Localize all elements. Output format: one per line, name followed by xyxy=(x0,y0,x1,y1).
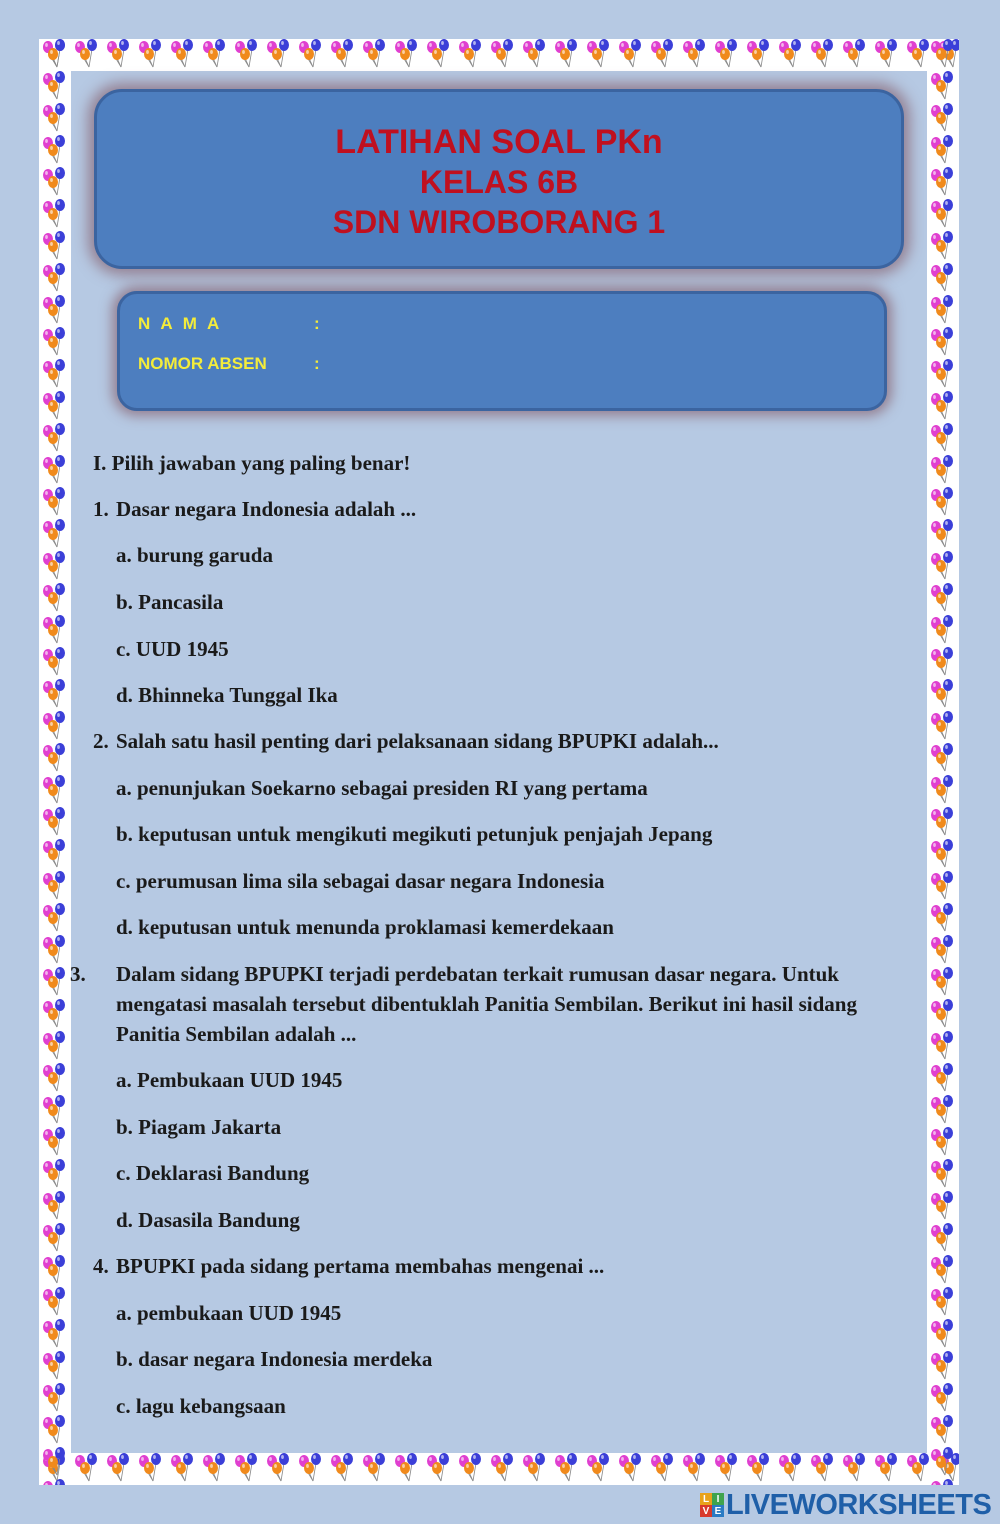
balloon-icon xyxy=(39,391,71,423)
balloon-icon xyxy=(927,423,959,455)
balloon-icon xyxy=(807,1453,839,1485)
balloon-icon xyxy=(295,39,327,71)
balloon-border-left xyxy=(39,39,71,1485)
balloon-icon xyxy=(927,1159,959,1191)
balloon-icon xyxy=(391,39,423,71)
question-number: 2. xyxy=(93,729,109,753)
balloon-icon xyxy=(359,1453,391,1485)
balloon-icon xyxy=(615,39,647,71)
balloon-icon xyxy=(615,1453,647,1485)
balloon-icon xyxy=(487,1453,519,1485)
option-1b[interactable]: b. Pancasila xyxy=(116,590,224,614)
balloon-icon xyxy=(39,967,71,999)
balloon-icon xyxy=(927,1223,959,1255)
balloon-icon xyxy=(927,743,959,775)
worksheet-paper xyxy=(71,71,927,1453)
balloon-icon xyxy=(927,999,959,1031)
title-line-1: LATIHAN SOAL PKn xyxy=(335,123,663,161)
balloon-icon xyxy=(39,1383,71,1415)
balloon-icon xyxy=(39,39,71,71)
option-1c[interactable]: c. UUD 1945 xyxy=(116,637,229,661)
balloon-icon xyxy=(39,423,71,455)
balloon-icon xyxy=(135,1453,167,1485)
balloon-icon xyxy=(775,39,807,71)
name-label: N A M A xyxy=(138,314,223,333)
balloon-icon xyxy=(39,775,71,807)
balloon-icon xyxy=(231,1453,263,1485)
logo-mark-letter: V xyxy=(700,1505,712,1517)
balloon-icon xyxy=(743,1453,775,1485)
option-2d[interactable]: d. keputusan untuk menunda proklamasi kemerdekaan xyxy=(116,915,614,939)
balloon-icon xyxy=(775,1453,807,1485)
balloon-icon xyxy=(927,167,959,199)
balloon-icon xyxy=(39,1415,71,1447)
option-3d[interactable]: d. Dasasila Bandung xyxy=(116,1208,300,1232)
balloon-icon xyxy=(927,295,959,327)
question-text: Dasar negara Indonesia adalah ... xyxy=(116,497,417,521)
balloon-icon xyxy=(327,39,359,71)
balloon-icon xyxy=(927,455,959,487)
balloon-icon xyxy=(199,39,231,71)
balloon-icon xyxy=(927,135,959,167)
logo-text: LIVEWORKSHEETS xyxy=(726,1488,992,1521)
option-1d[interactable]: d. Bhinneka Tunggal Ika xyxy=(116,683,338,707)
balloon-icon xyxy=(455,39,487,71)
balloon-icon xyxy=(71,39,103,71)
balloon-icon xyxy=(39,743,71,775)
balloon-border-top xyxy=(39,39,959,71)
balloon-icon xyxy=(927,1095,959,1127)
balloon-icon xyxy=(39,935,71,967)
balloon-border-bottom xyxy=(39,1453,959,1485)
balloon-icon xyxy=(39,103,71,135)
balloon-icon xyxy=(39,551,71,583)
balloon-icon xyxy=(927,871,959,903)
balloon-icon xyxy=(39,327,71,359)
balloon-icon xyxy=(71,1453,103,1485)
option-4a[interactable]: a. pembukaan UUD 1945 xyxy=(116,1301,342,1325)
balloon-icon xyxy=(39,871,71,903)
balloon-icon xyxy=(927,775,959,807)
balloon-icon xyxy=(39,583,71,615)
balloon-icon xyxy=(871,1453,903,1485)
balloon-icon xyxy=(39,839,71,871)
balloon-icon xyxy=(231,39,263,71)
name-separator: : xyxy=(314,314,323,333)
balloon-icon xyxy=(927,1319,959,1351)
balloon-icon xyxy=(927,519,959,551)
balloon-icon xyxy=(927,391,959,423)
balloon-icon xyxy=(39,615,71,647)
balloon-icon xyxy=(39,487,71,519)
balloon-icon xyxy=(927,359,959,391)
option-2c[interactable]: c. perumusan lima sila sebagai dasar negara Indonesia xyxy=(116,869,605,893)
balloon-icon xyxy=(927,711,959,743)
option-3a[interactable]: a. Pembukaan UUD 1945 xyxy=(116,1068,343,1092)
option-4b[interactable]: b. dasar negara Indonesia merdeka xyxy=(116,1347,433,1371)
balloon-icon xyxy=(39,359,71,391)
instruction: I. Pilih jawaban yang paling benar! xyxy=(93,451,411,475)
balloon-icon xyxy=(927,1191,959,1223)
balloon-icon xyxy=(871,39,903,71)
absen-separator: : xyxy=(314,354,320,373)
balloon-icon xyxy=(927,487,959,519)
balloon-icon xyxy=(927,327,959,359)
balloon-icon xyxy=(39,1447,71,1479)
balloon-icon xyxy=(199,1453,231,1485)
balloon-icon xyxy=(583,39,615,71)
balloon-icon xyxy=(39,1031,71,1063)
balloon-icon xyxy=(39,1479,71,1485)
title-line-2: KELAS 6B xyxy=(419,164,579,200)
balloon-icon xyxy=(39,1287,71,1319)
balloon-icon xyxy=(927,1415,959,1447)
name-input[interactable] xyxy=(338,311,862,337)
balloon-icon xyxy=(927,103,959,135)
balloon-icon xyxy=(295,1453,327,1485)
question-number: 4. xyxy=(93,1254,109,1278)
balloon-icon xyxy=(583,1453,615,1485)
balloon-icon xyxy=(263,39,295,71)
balloon-icon xyxy=(927,263,959,295)
balloon-icon xyxy=(647,39,679,71)
question-text: Dalam sidang BPUPKI terjadi perdebatan terkait rumusan dasar negara. Untuk mengatasi masalah tersebut dibentuklah Panitia Sembilan. Berikut ini hasil sidang Panitia Sembilan adalah ... xyxy=(116,962,857,1046)
balloon-icon xyxy=(927,807,959,839)
balloon-icon xyxy=(391,1453,423,1485)
title-line-3: SDN WIROBORANG 1 xyxy=(332,204,666,240)
balloon-icon xyxy=(39,135,71,167)
balloon-icon xyxy=(39,1255,71,1287)
balloon-icon xyxy=(927,839,959,871)
logo-mark-letter: L xyxy=(700,1493,712,1505)
absen-input[interactable] xyxy=(338,351,862,377)
balloon-icon xyxy=(263,1453,295,1485)
balloon-icon xyxy=(39,807,71,839)
balloon-icon xyxy=(927,1287,959,1319)
balloon-icon xyxy=(39,263,71,295)
balloon-icon xyxy=(39,455,71,487)
balloon-icon xyxy=(39,295,71,327)
balloon-icon xyxy=(423,39,455,71)
balloon-icon xyxy=(711,39,743,71)
balloon-icon xyxy=(39,711,71,743)
balloon-icon xyxy=(927,615,959,647)
question-number: 3. xyxy=(70,962,86,986)
question-text: BPUPKI pada sidang pertama membahas mengenai ... xyxy=(116,1254,605,1278)
balloon-icon xyxy=(39,1063,71,1095)
balloon-icon xyxy=(927,1351,959,1383)
balloon-icon xyxy=(327,1453,359,1485)
logo-mark-letter: I xyxy=(712,1493,724,1505)
balloon-icon xyxy=(359,39,391,71)
balloon-icon xyxy=(551,1453,583,1485)
balloon-icon xyxy=(39,1351,71,1383)
balloon-icon xyxy=(711,1453,743,1485)
balloon-icon xyxy=(839,39,871,71)
balloon-icon xyxy=(135,39,167,71)
balloon-icon xyxy=(551,39,583,71)
balloon-icon xyxy=(927,967,959,999)
balloon-icon xyxy=(927,1031,959,1063)
balloon-icon xyxy=(743,39,775,71)
balloon-icon xyxy=(39,1159,71,1191)
option-3c[interactable]: c. Deklarasi Bandung xyxy=(116,1161,310,1185)
balloon-icon xyxy=(39,167,71,199)
balloon-icon xyxy=(39,1095,71,1127)
question-text: Salah satu hasil penting dari pelaksanaan sidang BPUPKI adalah... xyxy=(116,729,719,753)
balloon-icon xyxy=(927,647,959,679)
balloon-icon xyxy=(39,1319,71,1351)
balloon-icon xyxy=(39,231,71,263)
balloon-icon xyxy=(39,903,71,935)
balloon-icon xyxy=(167,39,199,71)
balloon-icon xyxy=(927,1127,959,1159)
balloon-icon xyxy=(39,1223,71,1255)
balloon-icon xyxy=(927,1063,959,1095)
balloon-icon xyxy=(927,1479,959,1485)
logo-mark-icon xyxy=(700,1493,724,1517)
balloon-icon xyxy=(39,679,71,711)
question-1 xyxy=(93,494,913,524)
option-2a[interactable]: a. penunjukan Soekarno sebagai presiden RI yang pertama xyxy=(116,776,648,800)
balloon-icon xyxy=(519,39,551,71)
balloon-icon xyxy=(455,1453,487,1485)
balloon-icon xyxy=(927,1255,959,1287)
balloon-icon xyxy=(167,1453,199,1485)
balloon-icon xyxy=(39,1191,71,1223)
question-3 xyxy=(70,959,913,1049)
balloon-icon xyxy=(927,903,959,935)
balloon-icon xyxy=(927,39,959,71)
balloon-icon xyxy=(927,679,959,711)
balloon-icon xyxy=(927,1447,959,1479)
name-row xyxy=(138,314,323,334)
absen-label: NOMOR ABSEN xyxy=(138,354,267,373)
balloon-icon xyxy=(647,1453,679,1485)
balloon-icon xyxy=(103,1453,135,1485)
absen-row xyxy=(138,354,320,374)
balloon-icon xyxy=(39,71,71,103)
liveworksheets-logo[interactable] xyxy=(700,1490,991,1520)
option-1a[interactable]: a. burung garuda xyxy=(116,543,273,567)
balloon-icon xyxy=(423,1453,455,1485)
balloon-icon xyxy=(39,999,71,1031)
balloon-icon xyxy=(807,39,839,71)
balloon-icon xyxy=(519,1453,551,1485)
question-number: 1. xyxy=(93,497,109,521)
balloon-icon xyxy=(39,199,71,231)
balloon-icon xyxy=(839,1453,871,1485)
balloon-icon xyxy=(679,39,711,71)
balloon-border-right xyxy=(927,39,959,1485)
option-3b[interactable]: b. Piagam Jakarta xyxy=(116,1115,282,1139)
balloon-icon xyxy=(487,39,519,71)
student-identity-box xyxy=(117,291,887,411)
question-2 xyxy=(93,726,913,756)
balloon-icon xyxy=(927,583,959,615)
option-4c[interactable]: c. lagu kebangsaan xyxy=(116,1394,286,1418)
balloon-icon xyxy=(927,199,959,231)
balloon-icon xyxy=(927,71,959,103)
balloon-icon xyxy=(927,1383,959,1415)
title-banner xyxy=(94,89,904,269)
balloon-icon xyxy=(679,1453,711,1485)
question-4 xyxy=(93,1251,913,1281)
balloon-icon xyxy=(927,551,959,583)
option-2b[interactable]: b. keputusan untuk mengikuti megikuti petunjuk penjajah Jepang xyxy=(116,822,713,846)
balloon-icon xyxy=(927,935,959,967)
balloon-icon xyxy=(39,647,71,679)
balloon-icon xyxy=(39,1127,71,1159)
balloon-icon xyxy=(39,519,71,551)
logo-mark-letter: E xyxy=(712,1505,724,1517)
balloon-icon xyxy=(103,39,135,71)
balloon-icon xyxy=(927,231,959,263)
